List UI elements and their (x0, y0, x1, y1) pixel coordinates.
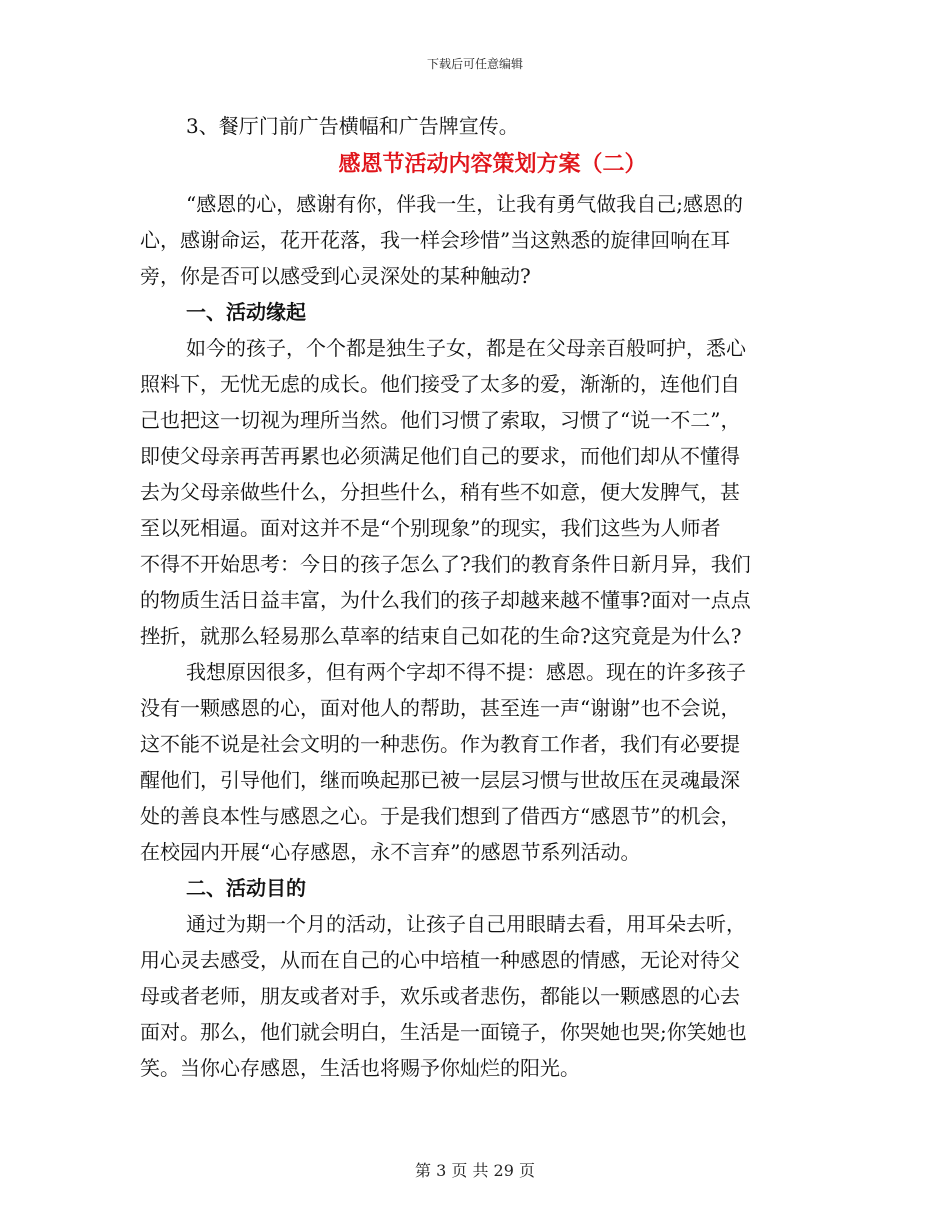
paragraph-line: 如今的孩子，个个都是独生子女，都是在父母亲百般呵护，悉心 (186, 336, 746, 360)
paragraph-line: 笑。当你心存感恩，生活也将赐予你灿烂的阳光。 (140, 1056, 580, 1080)
paragraph-line: 至以死相逼。面对这并不是“个别现象”的现实，我们这些为人师者 (140, 516, 721, 540)
paragraph-line: 我想原因很多，但有两个字却不得不提：感恩。现在的许多孩子 (186, 660, 746, 684)
paragraph-origin-2 (140, 654, 805, 870)
paragraph-line: 处的善良本性与感恩之心。于是我们想到了借西方“感恩节”的机会， (140, 804, 741, 828)
paragraph-line: “感恩的心，感谢有你，伴我一生，让我有勇气做我自己;感恩的 (186, 192, 743, 216)
paragraph-line: 照料下，无忧无虑的成长。他们接受了太多的爱，渐渐的，连他们自 (140, 372, 740, 396)
document-body (140, 108, 805, 1086)
paragraph-line: 挫折，就那么轻易那么草率的结束自己如花的生命?这究竟是为什么? (140, 624, 742, 648)
list-item-advertising: 3、餐厅门前广告横幅和广告牌宣传。 (186, 114, 519, 138)
paragraph-line: 不得不开始思考：今日的孩子怎么了?我们的教育条件日新月异，我们 (140, 552, 751, 576)
paragraph-goal (140, 906, 805, 1086)
page-number: 第 3 页 共 29 页 (415, 1161, 535, 1180)
paragraph-line: 己也把这一切视为理所当然。他们习惯了索取，习惯了“说一不二”， (140, 408, 741, 432)
paragraph-origin-1 (140, 330, 805, 654)
paragraph-line: 旁，你是否可以感受到心灵深处的某种触动? (140, 264, 531, 288)
paragraph-line: 去为父母亲做些什么，分担些什么，稍有些不如意，便大发脾气，甚 (140, 480, 740, 504)
paragraph-line: 没有一颗感恩的心，面对他人的帮助，甚至连一声“谢谢”也不会说， (140, 696, 741, 720)
section-heading-origin: 一、活动缘起 (186, 300, 306, 324)
paragraph-line: 用心灵去感受，从而在自己的心中培植一种感恩的情感，无论对待父 (140, 948, 740, 972)
section-heading-goal: 二、活动目的 (186, 876, 306, 900)
paragraph-line: 的物质生活日益丰富，为什么我们的孩子却越来越不懂事?面对一点点 (140, 588, 751, 612)
paragraph-quote (140, 186, 805, 294)
paragraph-line: 心，感谢命运，花开花落，我一样会珍惜”当这熟悉的旋律回响在耳 (140, 228, 731, 252)
paragraph-line: 在校园内开展“心存感恩，永不言弃”的感恩节系列活动。 (140, 840, 641, 864)
paragraph-line: 这不能不说是社会文明的一种悲伤。作为教育工作者，我们有必要提 (140, 732, 740, 756)
paragraph-line: 通过为期一个月的活动，让孩子自己用眼睛去看，用耳朵去听， (186, 912, 746, 936)
paragraph-line: 醒他们，引导他们，继而唤起那已被一层层习惯与世故压在灵魂最深 (140, 768, 740, 792)
paragraph-line: 即使父母亲再苦再累也必须满足他们自己的要求，而他们却从不懂得 (140, 444, 740, 468)
document-title: 感恩节活动内容策划方案（二） (338, 152, 647, 177)
page-header-note: 下载后可任意编辑 (426, 57, 523, 71)
paragraph-line: 母或者老师，朋友或者对手，欢乐或者悲伤，都能以一颗感恩的心去 (140, 984, 740, 1008)
paragraph-line: 面对。那么，他们就会明白，生活是一面镜子，你哭她也哭;你笑她也 (140, 1020, 747, 1044)
